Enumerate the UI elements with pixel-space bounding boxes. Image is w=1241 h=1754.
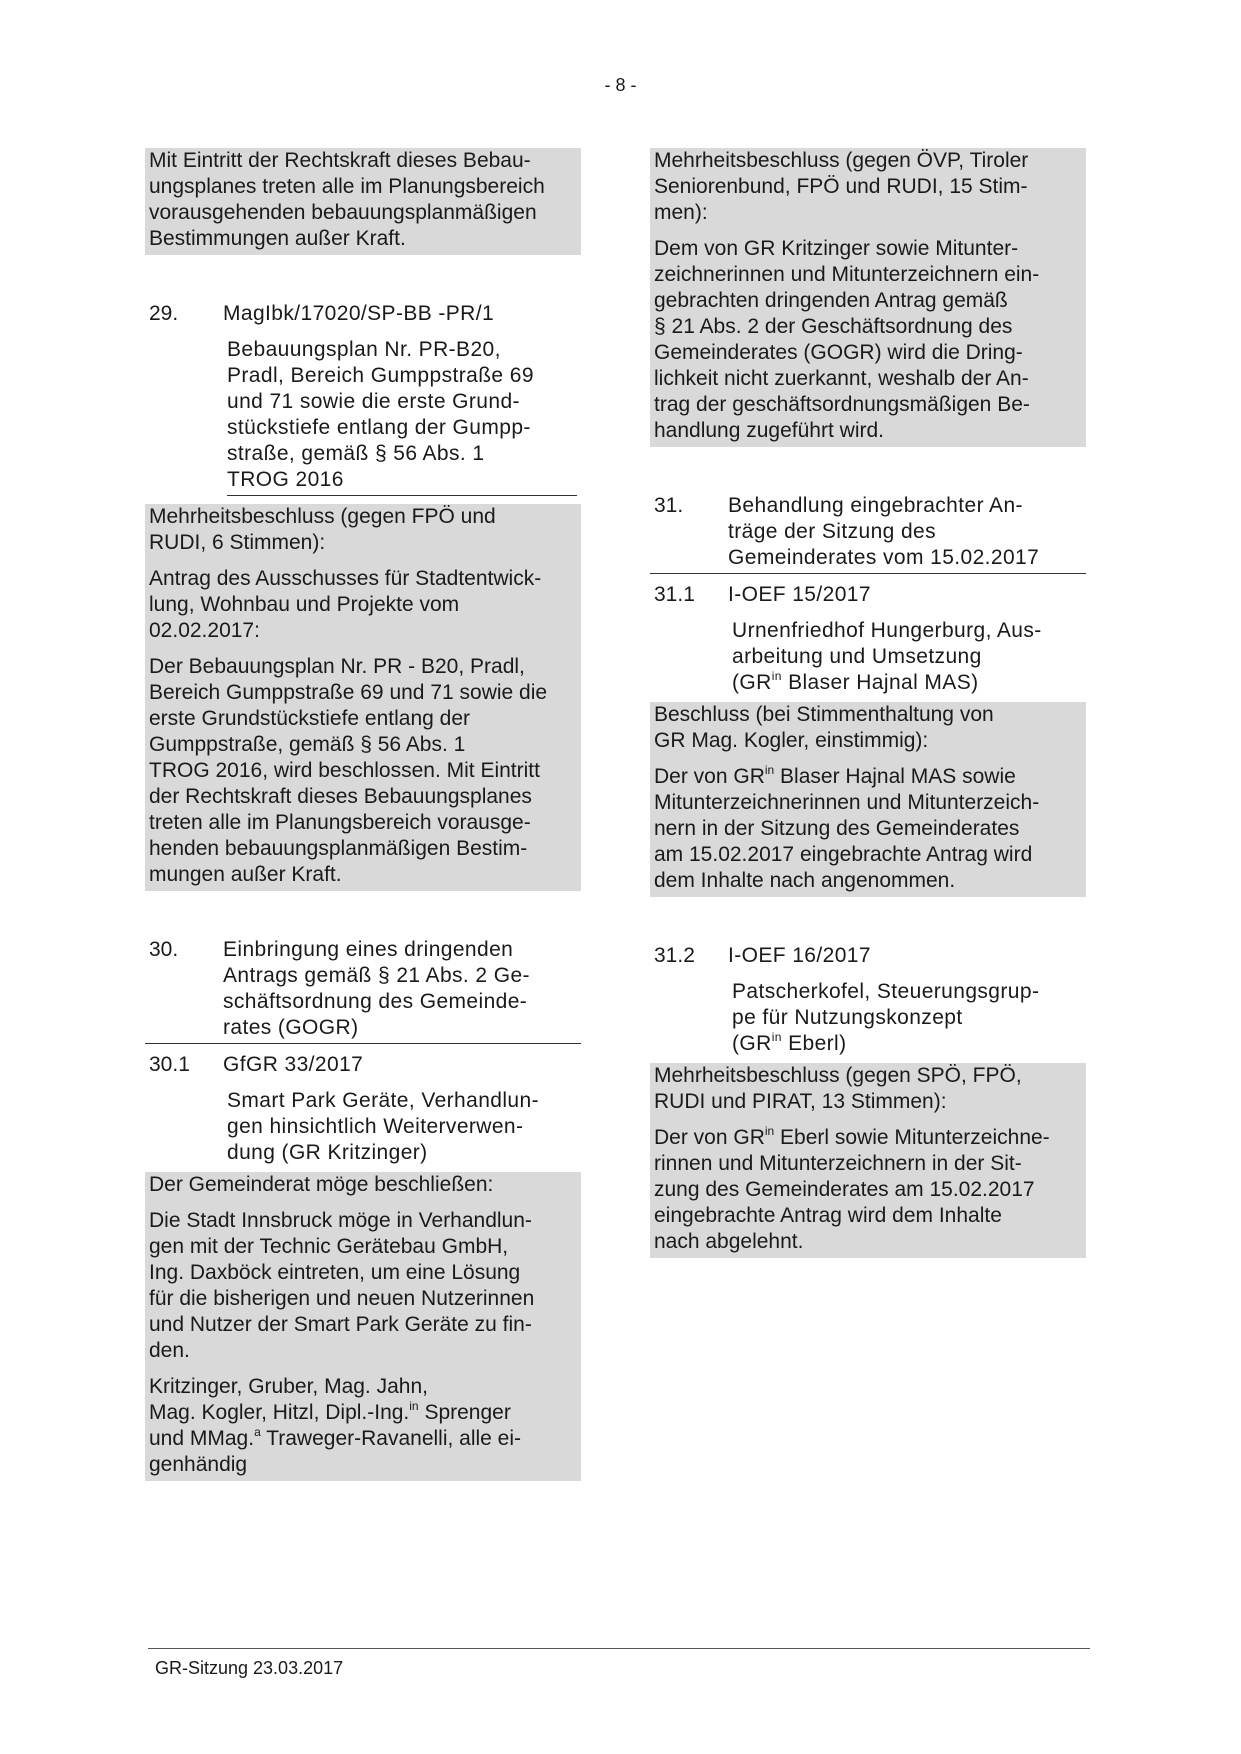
item-reference: I-OEF 15/2017	[728, 583, 871, 606]
resolution-type: Mehrheitsbeschluss (gegen FPÖ und RUDI, 6 Stimmen):	[149, 505, 496, 554]
agenda-item-30-1	[145, 1052, 581, 1166]
resolution-type: Beschluss (bei Stimmenthaltung von GR Mag. Kogler, einstimmig):	[654, 703, 994, 752]
item-reference: MagIbk/17020/SP-BB -PR/1	[223, 302, 495, 325]
item-number: 30.1	[149, 1053, 190, 1076]
resolution-type: Mehrheitsbeschluss (gegen SPÖ, FPÖ, RUDI und PIRAT, 13 Stimmen):	[654, 1064, 1022, 1113]
resolution-text: Dem von GR Kritzinger sowie Mitunter- zeichnerinnen und Mitunterzeichnern ein- gebrachten dringenden Antrag gemäß § 21 Abs. 2 der Geschäftsordnung des Gemeinderates (GOGR) wird die Dring- lichkeit nicht zuerkannt, weshalb der An- trag der geschäftsordnungsmäßigen Be- handlung zugeführt wird.	[654, 237, 1040, 442]
agenda-item-31-1	[650, 582, 1086, 696]
footer-session-date: GR-Sitzung 23.03.2017	[155, 1658, 344, 1678]
motion-text: Die Stadt Innsbruck möge in Verhandlun- gen mit der Technic Gerätebau GmbH, Ing. Daxböck eintreten, um eine Lösung für die bisherigen und neuen Nutzerinnen und Nutzer der Smart Park Geräte zu fin- den.	[149, 1209, 535, 1362]
motion-source: Antrag des Ausschusses für Stadtentwick- lung, Wohnbau und Projekte vom 02.02.2017:	[149, 567, 542, 642]
footer-divider	[148, 1648, 1090, 1649]
agenda-item-29	[145, 301, 581, 496]
signatories: Kritzinger, Gruber, Mag. Jahn, Mag. Kogler, Hitzl, Dipl.-Ing.$^{in}$ Sprenger und MMag.$^a$ Traweger-Ravanelli, alle ei- genhändig	[149, 1375, 522, 1476]
resolution-type: Mehrheitsbeschluss (gegen ÖVP, Tiroler Seniorenbund, FPÖ und RUDI, 15 Stim- men):	[654, 149, 1029, 224]
item-reference: I-OEF 16/2017	[728, 944, 871, 967]
item-number: 29.	[149, 302, 179, 325]
item-subject: Bebauungsplan Nr. PR-B20, Pradl, Bereich Gumppstraße 69 und 71 sowie die erste Grund- stückstiefe entlang der Gumpp- straße, gemäß § 56 Abs. 1 TROG 2016	[227, 337, 577, 496]
motion-box-30-1	[145, 1172, 581, 1481]
item-subject: Patscherkofel, Steuerungsgrup- pe für Nutzungskonzept ($GR^{in}$ Eberl)	[732, 980, 1040, 1055]
item-title: Einbringung eines dringenden Antrags gemäß § 21 Abs. 2 Ge- schäftsordnung des Gemeinde- rates (GOGR)	[223, 938, 530, 1039]
intro-resolution-text: Mit Eintritt der Rechtskraft dieses Bebau- ungsplanes treten alle im Planungsbereich vorausgehenden bebauungsplanmäßigen Bestimmungen außer Kraft.	[149, 149, 545, 250]
item-number: 31.2	[654, 944, 695, 967]
page-number: - 8 -	[604, 75, 637, 95]
item-reference: GfGR 33/2017	[223, 1053, 364, 1076]
resolution-text: Der von $GR^{in}$ Eberl sowie Mitunterzeichne- rinnen und Mitunterzeichnern in der Sit- zung des Gemeinderates am 15.02.2017 eingebrachte Antrag wird dem Inhalte nach abgelehnt.	[654, 1124, 1050, 1253]
agenda-item-31	[650, 493, 1086, 574]
intro-resolution-box	[145, 148, 581, 255]
item-number: 30.	[149, 938, 179, 961]
item-subject: Urnenfriedhof Hungerburg, Aus- arbeitung und Umsetzung ($GR^{in}$ Blaser Hajnal MAS)	[732, 619, 1042, 694]
resolution-text: Der von $GR^{in}$ Blaser Hajnal MAS sowie Mitunterzeichnerinnen und Mitunterzeich- nern in der Sitzung des Gemeinderates am 15.02.2017 eingebrachte Antrag wird dem Inhalte nach angenommen.	[654, 763, 1040, 892]
resolution-box-31-1	[650, 702, 1086, 897]
agenda-item-31-2	[650, 943, 1086, 1057]
right-column	[650, 148, 1086, 1258]
resolution-box-31-2	[650, 1063, 1086, 1258]
left-column	[145, 148, 581, 1481]
agenda-item-30	[145, 937, 581, 1044]
item-number: 31.	[654, 494, 684, 517]
item-title: Behandlung eingebrachter An- träge der Sitzung des Gemeinderates vom 15.02.2017	[728, 494, 1040, 569]
resolution-box-30-1	[650, 148, 1086, 447]
motion-intro: Der Gemeinderat möge beschließen:	[149, 1173, 494, 1196]
item-subject: Smart Park Geräte, Verhandlun- gen hinsichtlich Weiterverwen- dung (GR Kritzinger)	[227, 1089, 539, 1164]
resolution-text: Der Bebauungsplan Nr. PR - B20, Pradl, Bereich Gumppstraße 69 und 71 sowie die erste Grundstückstiefe entlang der Gumppstraße, gemäß § 56 Abs. 1 TROG 2016, wird beschlossen. Mit Eintritt der Rechtskraft dieses Bebauungsplanes treten alle im Planungsbereich vorausge- henden bebauungsplanmäßigen Bestim- mungen außer Kraft.	[149, 655, 548, 886]
resolution-box-29	[145, 504, 581, 891]
item-number: 31.1	[654, 583, 695, 606]
